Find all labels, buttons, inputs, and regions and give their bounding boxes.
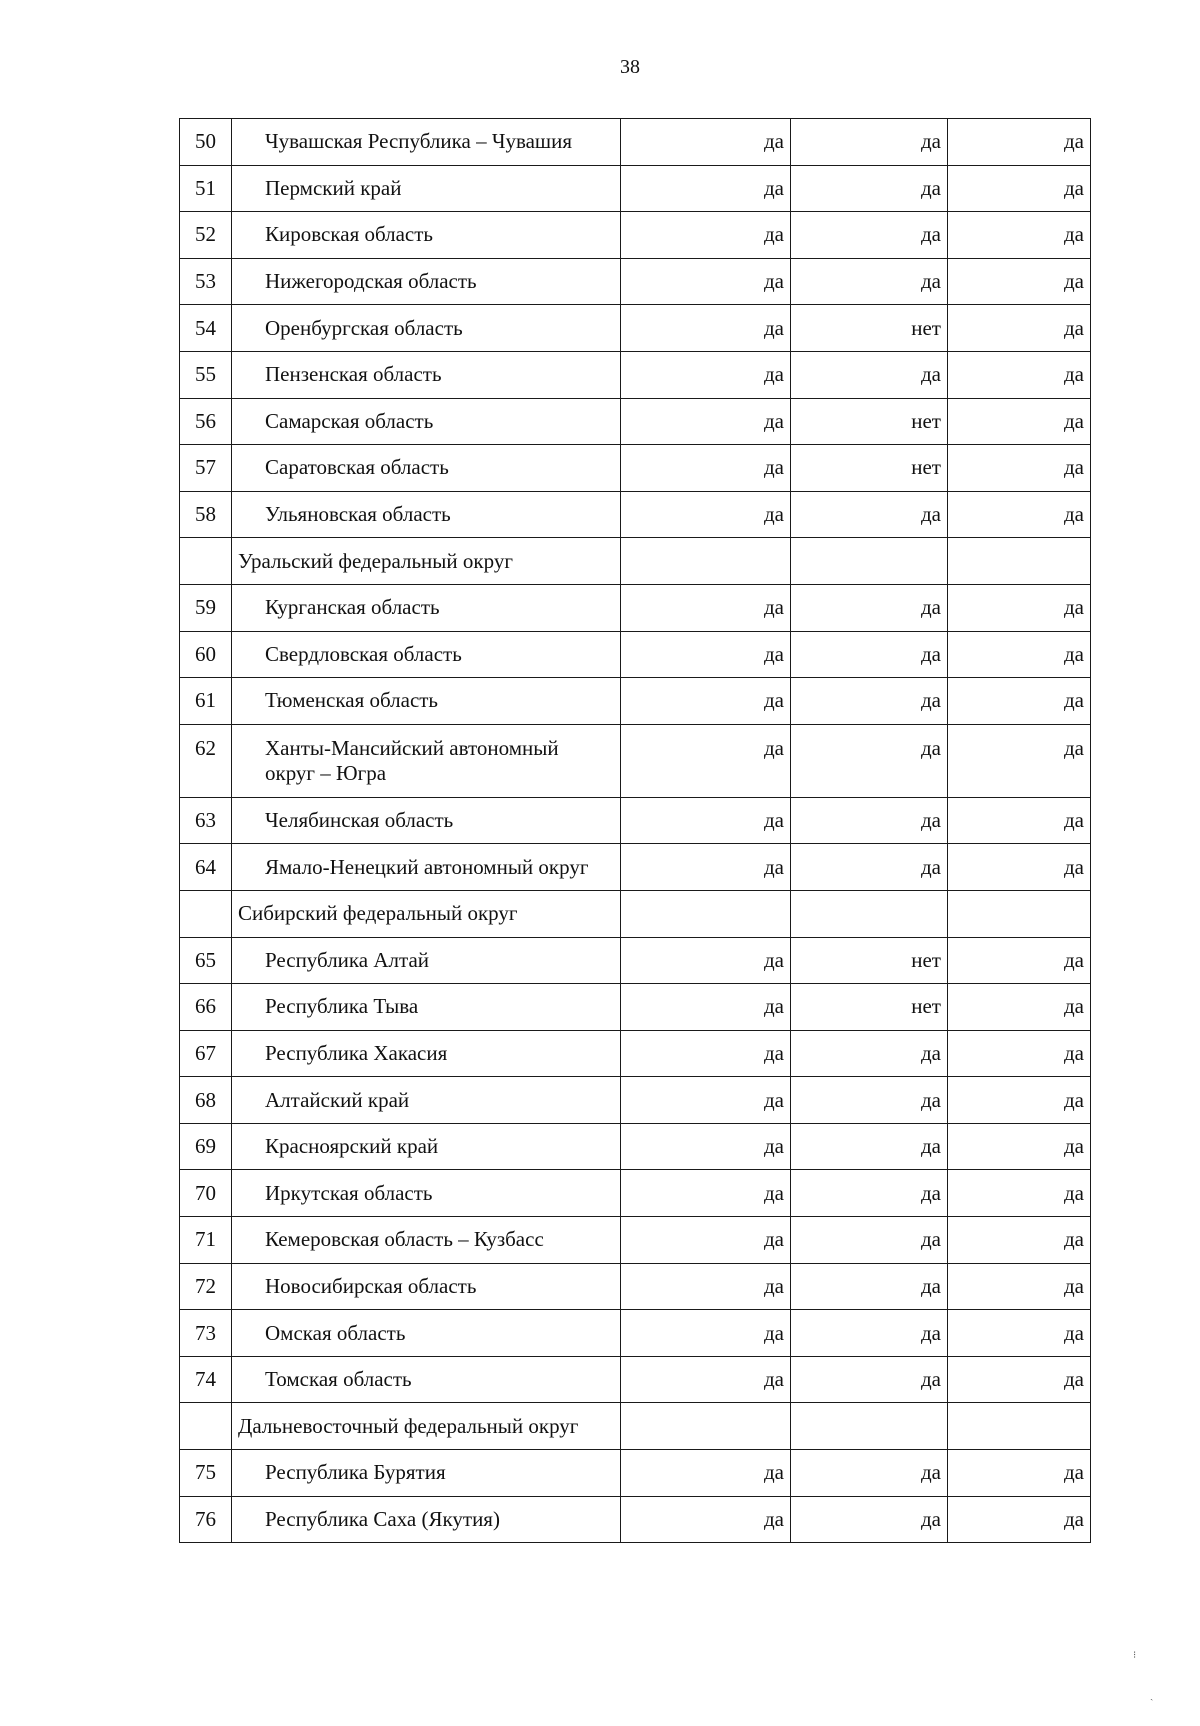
value-cell-3: да xyxy=(948,797,1091,844)
value-cell-2: да xyxy=(791,165,948,212)
region-name: Кировская область xyxy=(232,212,621,259)
value-cell-3: да xyxy=(948,844,1091,891)
district-header-row xyxy=(180,538,1091,585)
region-row xyxy=(180,1030,1091,1077)
row-number: 60 xyxy=(180,631,232,678)
region-name: Алтайский край xyxy=(232,1077,621,1124)
value-cell-1: да xyxy=(621,1263,791,1310)
region-row xyxy=(180,1170,1091,1217)
region-name: Ульяновская область xyxy=(232,491,621,538)
value-cell-1: да xyxy=(621,1077,791,1124)
district-name: Уральский федеральный округ xyxy=(232,538,621,585)
region-row xyxy=(180,1217,1091,1264)
value-cell-1: да xyxy=(621,1170,791,1217)
row-number: 66 xyxy=(180,984,232,1031)
row-number: 67 xyxy=(180,1030,232,1077)
value-cell-2: нет xyxy=(791,984,948,1031)
value-cell-3: да xyxy=(948,1356,1091,1403)
value-cell-1: да xyxy=(621,678,791,725)
region-row xyxy=(180,119,1091,166)
value-cell-3: да xyxy=(948,119,1091,166)
value-cell-3: да xyxy=(948,1450,1091,1497)
value-cell-3: да xyxy=(948,1496,1091,1543)
region-row xyxy=(180,212,1091,259)
value-cell-2: нет xyxy=(791,398,948,445)
row-number: 65 xyxy=(180,937,232,984)
region-name: Республика Алтай xyxy=(232,937,621,984)
value-cell-2: да xyxy=(791,1450,948,1497)
value-cell-2 xyxy=(791,538,948,585)
value-cell-1 xyxy=(621,890,791,937)
value-cell-2: да xyxy=(791,1170,948,1217)
row-number: 52 xyxy=(180,212,232,259)
value-cell-2: да xyxy=(791,1077,948,1124)
scan-mark-dots: ⁝ xyxy=(1133,1650,1137,1661)
value-cell-2: да xyxy=(791,119,948,166)
region-row xyxy=(180,398,1091,445)
regions-table-body xyxy=(180,119,1091,1543)
value-cell-2: да xyxy=(791,1356,948,1403)
value-cell-3: да xyxy=(948,1030,1091,1077)
regions-table xyxy=(179,118,1091,1543)
value-cell-3: да xyxy=(948,1077,1091,1124)
value-cell-3: да xyxy=(948,351,1091,398)
region-row xyxy=(180,797,1091,844)
value-cell-3: да xyxy=(948,984,1091,1031)
region-name: Чувашская Республика – Чувашия xyxy=(232,119,621,166)
value-cell-2: да xyxy=(791,1310,948,1357)
value-cell-1: да xyxy=(621,1217,791,1264)
region-row xyxy=(180,445,1091,492)
value-cell-3: да xyxy=(948,1123,1091,1170)
value-cell-2: да xyxy=(791,491,948,538)
value-cell-1: да xyxy=(621,351,791,398)
region-name: Иркутская область xyxy=(232,1170,621,1217)
region-name: Томская область xyxy=(232,1356,621,1403)
value-cell-3: да xyxy=(948,212,1091,259)
row-number: 51 xyxy=(180,165,232,212)
value-cell-3: да xyxy=(948,445,1091,492)
region-name: Республика Бурятия xyxy=(232,1450,621,1497)
value-cell-1: да xyxy=(621,491,791,538)
region-name: Красноярский край xyxy=(232,1123,621,1170)
value-cell-2: да xyxy=(791,678,948,725)
value-cell-3: да xyxy=(948,1263,1091,1310)
row-number: 72 xyxy=(180,1263,232,1310)
row-number: 75 xyxy=(180,1450,232,1497)
value-cell-1: да xyxy=(621,984,791,1031)
row-number: 55 xyxy=(180,351,232,398)
value-cell-2: да xyxy=(791,584,948,631)
value-cell-1: да xyxy=(621,937,791,984)
region-name: Омская область xyxy=(232,1310,621,1357)
region-row xyxy=(180,1450,1091,1497)
row-number: 71 xyxy=(180,1217,232,1264)
region-row xyxy=(180,1123,1091,1170)
value-cell-3 xyxy=(948,1403,1091,1450)
region-row xyxy=(180,1263,1091,1310)
value-cell-2: да xyxy=(791,797,948,844)
value-cell-3: да xyxy=(948,258,1091,305)
value-cell-1: да xyxy=(621,844,791,891)
value-cell-2: да xyxy=(791,351,948,398)
region-row xyxy=(180,631,1091,678)
region-name: Свердловская область xyxy=(232,631,621,678)
region-name: Республика Хакасия xyxy=(232,1030,621,1077)
value-cell-1 xyxy=(621,538,791,585)
value-cell-2: нет xyxy=(791,937,948,984)
value-cell-2 xyxy=(791,1403,948,1450)
row-number: 59 xyxy=(180,584,232,631)
value-cell-3 xyxy=(948,890,1091,937)
region-name: Саратовская область xyxy=(232,445,621,492)
region-name: Пермский край xyxy=(232,165,621,212)
region-row xyxy=(180,937,1091,984)
value-cell-1: да xyxy=(621,445,791,492)
region-name: Кемеровская область – Кузбасс xyxy=(232,1217,621,1264)
region-name: Челябинская область xyxy=(232,797,621,844)
row-number: 69 xyxy=(180,1123,232,1170)
row-number: 57 xyxy=(180,445,232,492)
row-number: 61 xyxy=(180,678,232,725)
row-number: 54 xyxy=(180,305,232,352)
value-cell-2: да xyxy=(791,631,948,678)
value-cell-1 xyxy=(621,1403,791,1450)
value-cell-1: да xyxy=(621,398,791,445)
value-cell-1: да xyxy=(621,1356,791,1403)
scan-mark-tick: ˎ xyxy=(1150,1690,1154,1701)
row-number: 74 xyxy=(180,1356,232,1403)
value-cell-1: да xyxy=(621,1123,791,1170)
value-cell-3: да xyxy=(948,491,1091,538)
value-cell-1: да xyxy=(621,165,791,212)
row-number xyxy=(180,1403,232,1450)
value-cell-3: да xyxy=(948,1170,1091,1217)
value-cell-1: да xyxy=(621,258,791,305)
value-cell-1: да xyxy=(621,724,791,797)
district-header-row xyxy=(180,1403,1091,1450)
region-row xyxy=(180,1310,1091,1357)
district-name: Сибирский федеральный округ xyxy=(232,890,621,937)
region-row xyxy=(180,258,1091,305)
value-cell-2: да xyxy=(791,1263,948,1310)
value-cell-3: да xyxy=(948,631,1091,678)
value-cell-3: да xyxy=(948,305,1091,352)
row-number: 73 xyxy=(180,1310,232,1357)
region-name: Тюменская область xyxy=(232,678,621,725)
region-name: Новосибирская область xyxy=(232,1263,621,1310)
region-row xyxy=(180,165,1091,212)
value-cell-1: да xyxy=(621,1496,791,1543)
value-cell-1: да xyxy=(621,212,791,259)
region-name: Ямало-Ненецкий автономный округ xyxy=(232,844,621,891)
value-cell-3: да xyxy=(948,1310,1091,1357)
value-cell-2: да xyxy=(791,1030,948,1077)
value-cell-3: да xyxy=(948,584,1091,631)
value-cell-1: да xyxy=(621,305,791,352)
region-name: Курганская область xyxy=(232,584,621,631)
region-name: Пензенская область xyxy=(232,351,621,398)
region-row xyxy=(180,844,1091,891)
value-cell-1: да xyxy=(621,797,791,844)
row-number: 70 xyxy=(180,1170,232,1217)
row-number: 76 xyxy=(180,1496,232,1543)
value-cell-2: да xyxy=(791,1217,948,1264)
row-number xyxy=(180,538,232,585)
region-name: Самарская область xyxy=(232,398,621,445)
value-cell-3: да xyxy=(948,937,1091,984)
value-cell-2: да xyxy=(791,1496,948,1543)
region-row xyxy=(180,678,1091,725)
district-name: Дальневосточный федеральный округ xyxy=(232,1403,621,1450)
region-row xyxy=(180,1356,1091,1403)
value-cell-3: да xyxy=(948,1217,1091,1264)
value-cell-1: да xyxy=(621,584,791,631)
value-cell-1: да xyxy=(621,631,791,678)
region-name: Оренбургская область xyxy=(232,305,621,352)
value-cell-1: да xyxy=(621,1450,791,1497)
value-cell-1: да xyxy=(621,1030,791,1077)
row-number: 58 xyxy=(180,491,232,538)
value-cell-1: да xyxy=(621,119,791,166)
row-number: 62 xyxy=(180,724,232,797)
value-cell-1: да xyxy=(621,1310,791,1357)
region-row xyxy=(180,351,1091,398)
row-number: 63 xyxy=(180,797,232,844)
region-row xyxy=(180,584,1091,631)
region-name: Нижегородская область xyxy=(232,258,621,305)
value-cell-2: да xyxy=(791,258,948,305)
value-cell-3 xyxy=(948,538,1091,585)
region-name: Республика Тыва xyxy=(232,984,621,1031)
value-cell-2: да xyxy=(791,1123,948,1170)
row-number: 53 xyxy=(180,258,232,305)
region-row xyxy=(180,1496,1091,1543)
value-cell-2: да xyxy=(791,212,948,259)
region-row xyxy=(180,491,1091,538)
region-name: Ханты-Мансийский автономный округ – Югра xyxy=(232,724,621,797)
region-row xyxy=(180,724,1091,797)
value-cell-3: да xyxy=(948,678,1091,725)
value-cell-3: да xyxy=(948,398,1091,445)
page-number: 38 xyxy=(620,56,640,78)
row-number: 68 xyxy=(180,1077,232,1124)
value-cell-2: да xyxy=(791,844,948,891)
value-cell-3: да xyxy=(948,724,1091,797)
value-cell-2 xyxy=(791,890,948,937)
district-header-row xyxy=(180,890,1091,937)
region-row xyxy=(180,305,1091,352)
value-cell-3: да xyxy=(948,165,1091,212)
row-number: 50 xyxy=(180,119,232,166)
row-number xyxy=(180,890,232,937)
value-cell-2: да xyxy=(791,724,948,797)
region-row xyxy=(180,984,1091,1031)
row-number: 56 xyxy=(180,398,232,445)
region-row xyxy=(180,1077,1091,1124)
value-cell-2: нет xyxy=(791,305,948,352)
row-number: 64 xyxy=(180,844,232,891)
value-cell-2: нет xyxy=(791,445,948,492)
region-name: Республика Саха (Якутия) xyxy=(232,1496,621,1543)
